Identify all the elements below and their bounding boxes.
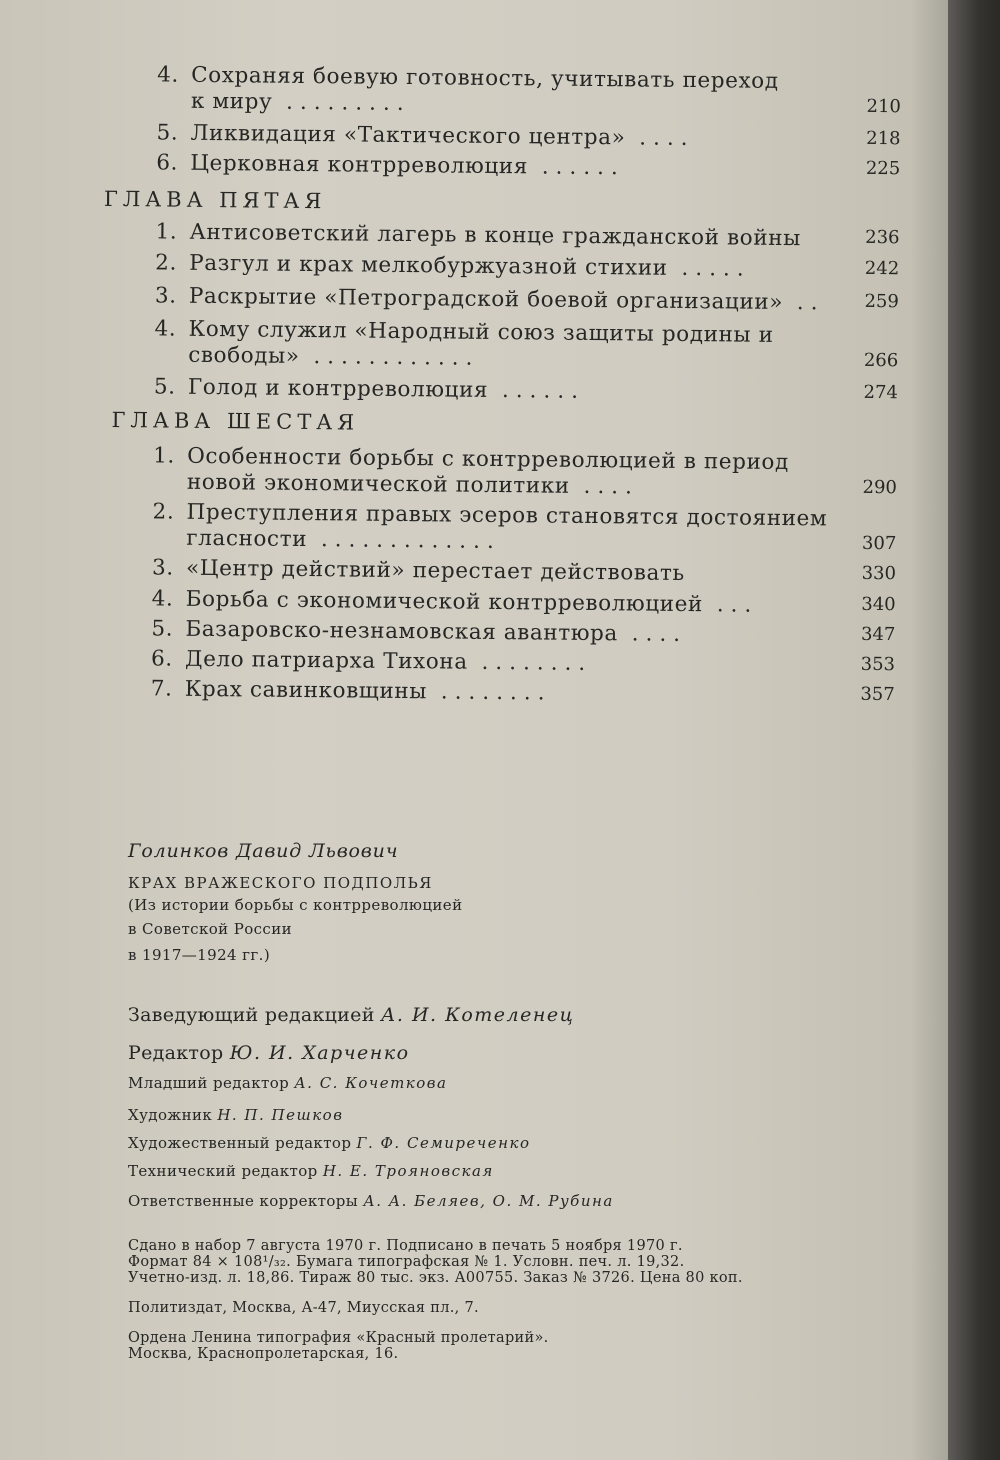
staff-role: Младший редактор: [128, 1074, 290, 1092]
toc-entry-title: Базаровско-незнамовская авантюра: [185, 616, 619, 647]
toc-entry-number: 2.: [152, 499, 175, 525]
toc-leader-dots: ....: [569, 473, 640, 500]
imprint-subtitle: в Советской России: [128, 920, 293, 938]
staff-name: Г. Ф. Семиреченко: [356, 1134, 531, 1152]
toc-leader-dots: ....: [625, 125, 695, 152]
toc-entry-title: свободы»: [188, 342, 300, 369]
toc-entry: [0, 442, 943, 476]
print-details-line: Сдано в набор 7 августа 1970 г. Подписано в печать 5 ноября 1970 г.: [128, 1238, 683, 1254]
chapter-heading-six: ГЛАВА ШЕСТАЯ: [111, 407, 360, 435]
imprint-staff-line: [128, 1004, 574, 1026]
toc-entry: [0, 675, 941, 706]
toc-entry-title: Крах савинковщины: [184, 676, 428, 705]
toc-leader-dots: ......: [487, 377, 586, 404]
toc-entry-number: 5.: [156, 120, 179, 146]
toc-leader-dots: ....: [617, 621, 688, 647]
toc-entry-number: 5.: [151, 616, 174, 642]
toc-page-number: 225: [865, 157, 901, 180]
imprint-printer: [128, 1330, 549, 1362]
printer-line: Ордена Ленина типография «Красный пролетарий».: [128, 1330, 549, 1346]
toc-page-number: 353: [860, 653, 896, 676]
toc-entry-number: 5.: [153, 374, 176, 400]
staff-role: Заведующий редакцией: [128, 1004, 375, 1026]
toc-entry-number: 1.: [153, 443, 176, 469]
imprint-staff-line: [128, 1042, 410, 1064]
toc-page-number: 242: [864, 257, 900, 280]
toc-entry-number: 4.: [154, 316, 177, 342]
toc-leader-dots: ........: [467, 649, 593, 677]
toc-entry-title: Кому служил «Народный союз защиты родины и: [188, 316, 774, 348]
toc-entry-title: Голод и контрреволюция: [187, 374, 489, 403]
toc-entry-title: Борьба с экономической контрреволюцией: [185, 586, 704, 618]
staff-name: Н. Е. Трояновская: [322, 1162, 494, 1180]
imprint-staff-line: [128, 1106, 343, 1124]
toc-entry-number: 2.: [155, 250, 178, 276]
staff-name: А. С. Кочеткова: [294, 1074, 448, 1092]
toc-leader-dots: ...: [702, 592, 759, 618]
toc-entry-number: 4.: [151, 586, 174, 612]
staff-role: Ответственные корректоры: [128, 1192, 359, 1210]
toc-page-number: 274: [863, 381, 899, 404]
toc-entry-title: Особенности борьбы с контрреволюцией в период: [187, 443, 790, 476]
toc-entry: [0, 554, 942, 586]
imprint-author: Голинков Давид Львович: [128, 840, 399, 862]
toc-entry-title: Дело патриарха Тихона: [184, 646, 468, 675]
toc-leader-dots: .....: [667, 255, 751, 282]
toc-entry-title: новой экономической политики: [186, 469, 570, 499]
toc-entry: [0, 645, 941, 677]
toc-leader-dots: ..: [782, 289, 825, 316]
toc-page-number: 266: [863, 349, 899, 372]
toc-entry: [0, 315, 945, 348]
imprint-staff-line: [128, 1192, 614, 1210]
toc-entry-number: 1.: [155, 219, 178, 245]
toc-page-number: 307: [861, 532, 897, 555]
toc-entry: [0, 218, 946, 252]
toc-entry-title: Антисоветский лагерь в конце гражданской войны: [189, 219, 801, 252]
staff-role: Художественный редактор: [128, 1134, 352, 1152]
toc-leader-dots: ............: [299, 343, 480, 371]
toc-page-number: 210: [866, 95, 902, 118]
imprint-staff-line: [128, 1162, 494, 1180]
staff-name: А. А. Беляев, О. М. Рубина: [363, 1192, 614, 1210]
toc-entry: [0, 282, 945, 316]
staff-role: Редактор: [128, 1042, 224, 1064]
toc-entry: [0, 149, 946, 181]
book-spine-shadow: [948, 0, 1000, 1460]
imprint-subtitle: (Из истории борьбы с контрреволюцией: [128, 896, 463, 914]
staff-name: А. И. Котеленец: [381, 1004, 575, 1026]
toc-entry-number: 6.: [150, 646, 173, 672]
toc-entry-title: Сохраняя боевую готовность, учитывать переход: [191, 62, 779, 94]
toc-entry-title: Преступления правых эсеров становятся достоянием: [186, 499, 828, 532]
toc-page-number: 236: [865, 226, 900, 249]
print-details-line: Учетно-изд. л. 18,86. Тираж 80 тыс. экз. А00755. Заказ № 3726. Цена 80 коп.: [128, 1270, 743, 1286]
staff-role: Технический редактор: [128, 1162, 318, 1180]
table-of-contents: [0, 0, 948, 725]
staff-name: Ю. И. Харченко: [229, 1042, 410, 1064]
toc-entry: [0, 61, 947, 94]
toc-page-number: 340: [861, 593, 896, 616]
toc-entry: [0, 585, 942, 618]
toc-entry: [0, 373, 944, 404]
toc-entry: [0, 119, 947, 152]
toc-page-number: 347: [860, 623, 896, 646]
toc-entry-title: Ликвидация «Тактического центра»: [190, 120, 626, 151]
toc-entry-number: 7.: [150, 676, 173, 702]
toc-leader-dots: ......: [527, 154, 625, 181]
toc-entry: [0, 498, 943, 532]
toc-page-number: 290: [862, 476, 898, 499]
staff-role: Художник: [128, 1106, 213, 1124]
toc-entry-title: Разгул и крах мелкобуржуазной стихии: [189, 250, 668, 281]
toc-entry-title: гласности: [186, 525, 308, 553]
imprint-staff-line: [128, 1074, 447, 1092]
imprint-publisher: Политиздат, Москва, А-47, Миусская пл., 7.: [128, 1300, 479, 1316]
toc-page-number: 330: [861, 562, 897, 585]
imprint-subtitle: в 1917—1924 гг.): [128, 946, 271, 964]
toc-leader-dots: ........: [426, 679, 552, 706]
toc-entry-number: 6.: [156, 150, 179, 176]
toc-entry-title: Церковная контрреволюция: [190, 150, 529, 180]
toc-page-number: 357: [860, 683, 895, 706]
imprint-staff-line: [128, 1134, 530, 1152]
print-details-line: Формат 84 × 108¹/₃₂. Бумага типографская № 1. Условн. печ. л. 19,32.: [128, 1254, 685, 1270]
toc-page-number: 259: [864, 290, 899, 313]
toc-entry-title: «Центр действий» перестает действовать: [185, 555, 685, 586]
toc-entry-number: 3.: [151, 555, 174, 581]
toc-entry-title: к миру: [190, 88, 273, 115]
toc-entry-title: Раскрытие «Петроградской боевой организации»: [188, 283, 784, 315]
staff-name: Н. П. Пешков: [217, 1106, 344, 1124]
toc-leader-dots: .............: [306, 527, 501, 555]
toc-entry-number: 4.: [157, 62, 180, 88]
toc-leader-dots: .........: [272, 89, 411, 117]
toc-entry-number: 3.: [154, 283, 177, 309]
toc-page-number: 218: [866, 127, 901, 150]
toc-entry: [0, 615, 941, 647]
chapter-heading-five: ГЛАВА ПЯТАЯ: [103, 186, 327, 214]
toc-entry: [0, 249, 945, 282]
printer-line: Москва, Краснопролетарская, 16.: [128, 1346, 399, 1362]
imprint-title: КРАХ ВРАЖЕСКОГО ПОДПОЛЬЯ: [128, 874, 433, 892]
imprint-print-details: [128, 1238, 743, 1286]
